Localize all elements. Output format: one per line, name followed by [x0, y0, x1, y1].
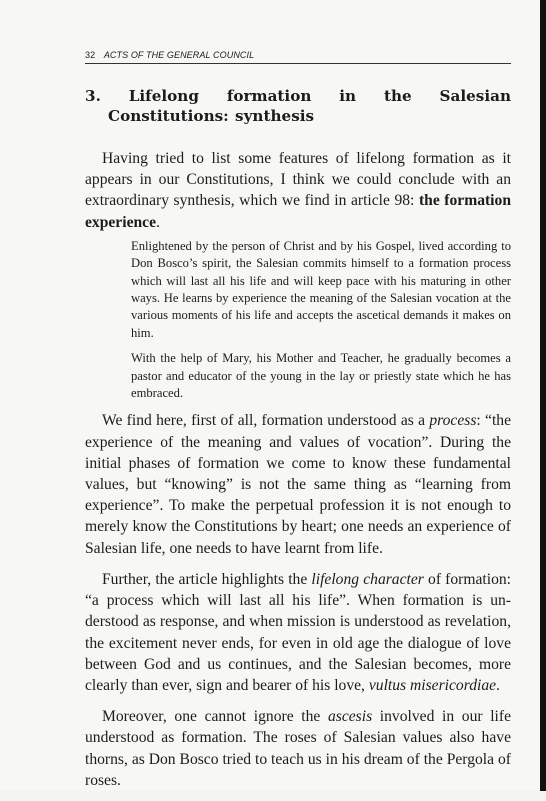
- paragraph-process-emphasis: process: [429, 412, 477, 430]
- page-content: [85, 86, 511, 801]
- page-number: 32: [85, 50, 96, 60]
- paragraph-process-text-a: We find here, first of all, formation understood as a: [102, 412, 430, 430]
- running-title: ACTS OF THE GENERAL COUNCIL: [103, 50, 255, 60]
- paragraph-process-text-b: : “the experience of the meaning and values of vocation”. During the initial phases of formation we come to know these fundamental values, but “knowing” is not the same thing as “learning from experience”. To make the perpetual profession it is not enough to merely know the Constitutions by heart; one needs an experience of Salesian life, one needs to have learnt from life.: [85, 412, 511, 557]
- paragraph-intro-text: Having tried to list some features of lifelong formation as it appears in our Constitutions, I think we could conclude with an extraordinary synthesis, which we find in article 98:: [85, 150, 511, 210]
- paragraph-lifelong-end: .: [496, 676, 500, 694]
- paragraph-lifelong-latin: vultus misericordiae: [368, 676, 497, 694]
- paragraph-ascesis-text-a: Moreover, one cannot ignore the: [102, 708, 328, 726]
- paragraph-intro-end: .: [156, 213, 160, 231]
- page-edge: [540, 0, 546, 791]
- paragraph-intro-bold: the formation experience: [85, 192, 511, 231]
- paragraph-lifelong: [85, 569, 511, 696]
- paragraph-lifelong-text-a: Further, the article highlights the: [102, 570, 312, 588]
- paragraph-lifelong-emphasis: lifelong character: [311, 570, 424, 588]
- paragraph-ascesis-text-b: involved in our life understood as formation. The roses of Salesian values also have thorns, as Don Bosco tried to teach us in his dream of the Pergola of roses.: [85, 708, 512, 789]
- paragraph-process: [85, 410, 511, 558]
- quote-paragraph-1: Enlightened by the person of Christ and by his Gospel, lived according to Don Bosco’s spirit, the Salesian commits himself to a formation process which will last all his life and will keep pace with his maturing in other ways. He learns by experience the meaning of the Salesian vocation at the various moments of his life and accepts the ascetical demands it makes on him.: [131, 238, 511, 340]
- quote-paragraph-2: With the help of Mary, his Mother and Teacher, he gradually becomes a pastor and educator of the young in the lay or priestly state which he has embraced.: [131, 351, 511, 401]
- running-header: [85, 50, 511, 64]
- constitution-quote: [131, 238, 511, 403]
- section-heading: 3. Lifelong formation in the Salesian Constitutions: synthesis: [85, 87, 511, 125]
- paragraph-lifelong-text-b: of formation: “a process which will last all his life”. When formation is understood as response, and when mission is understood as revelation, the excitement never ends, for even in old age the dialogue of love between God and us continues, and the Salesian becomes, more clearly than ever, sign and bearer of his love,: [85, 570, 511, 694]
- paragraph-intro: [85, 148, 511, 233]
- paragraph-ascesis: [85, 706, 511, 791]
- paragraph-ascesis-emphasis: ascesis: [327, 708, 373, 726]
